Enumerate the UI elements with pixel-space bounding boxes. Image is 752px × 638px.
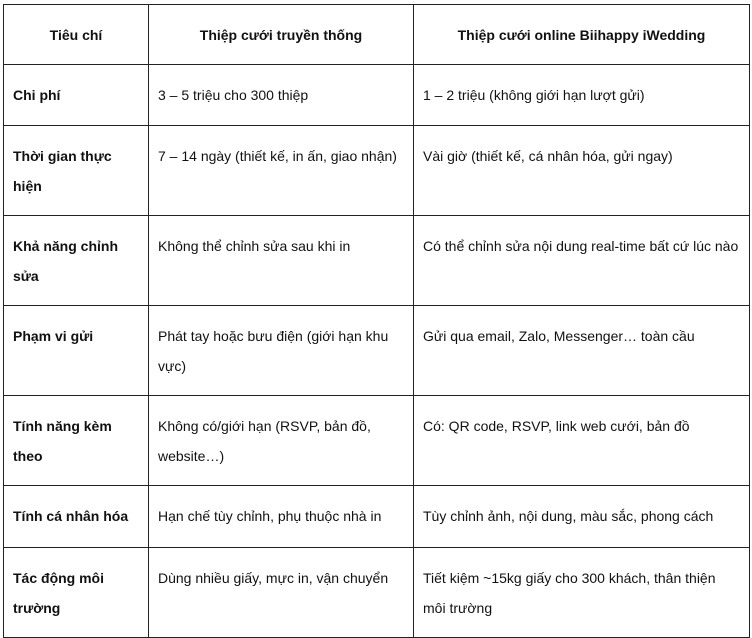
- criteria-cell: Tính cá nhân hóa: [4, 486, 149, 548]
- online-cell: Tiết kiệm ~15kg giấy cho 300 khách, thân thiện môi trường: [414, 548, 750, 638]
- comparison-table: [3, 4, 750, 638]
- criteria-cell: Tác động môi trường: [4, 548, 149, 638]
- table-row: [4, 65, 750, 126]
- table-row: [4, 396, 750, 486]
- online-cell: Gửi qua email, Zalo, Messenger… toàn cầu: [414, 306, 750, 396]
- criteria-cell: Tính năng kèm theo: [4, 396, 149, 486]
- traditional-cell: Không có/giới hạn (RSVP, bản đồ, website…): [149, 396, 414, 486]
- traditional-cell: Hạn chế tùy chỉnh, phụ thuộc nhà in: [149, 486, 414, 548]
- table-row: [4, 216, 750, 306]
- traditional-cell: Dùng nhiều giấy, mực in, vận chuyển: [149, 548, 414, 638]
- criteria-cell: Phạm vi gửi: [4, 306, 149, 396]
- header-criteria: Tiêu chí: [4, 5, 149, 65]
- header-traditional: Thiệp cưới truyền thống: [149, 5, 414, 65]
- table-row: [4, 306, 750, 396]
- online-cell: 1 – 2 triệu (không giới hạn lượt gửi): [414, 65, 750, 126]
- online-cell: Vài giờ (thiết kế, cá nhân hóa, gửi ngay): [414, 126, 750, 216]
- table-row: [4, 126, 750, 216]
- criteria-cell: Chi phí: [4, 65, 149, 126]
- traditional-cell: 7 – 14 ngày (thiết kế, in ấn, giao nhận): [149, 126, 414, 216]
- traditional-cell: 3 – 5 triệu cho 300 thiệp: [149, 65, 414, 126]
- online-cell: Tùy chỉnh ảnh, nội dung, màu sắc, phong cách: [414, 486, 750, 548]
- traditional-cell: Phát tay hoặc bưu điện (giới hạn khu vực): [149, 306, 414, 396]
- header-row: [4, 5, 750, 65]
- table-row: [4, 486, 750, 548]
- online-cell: Có thể chỉnh sửa nội dung real-time bất cứ lúc nào: [414, 216, 750, 306]
- criteria-cell: Thời gian thực hiện: [4, 126, 149, 216]
- criteria-cell: Khả năng chỉnh sửa: [4, 216, 149, 306]
- header-online: Thiệp cưới online Biihappy iWedding: [414, 5, 750, 65]
- table-row: [4, 548, 750, 638]
- online-cell: Có: QR code, RSVP, link web cưới, bản đồ: [414, 396, 750, 486]
- traditional-cell: Không thể chỉnh sửa sau khi in: [149, 216, 414, 306]
